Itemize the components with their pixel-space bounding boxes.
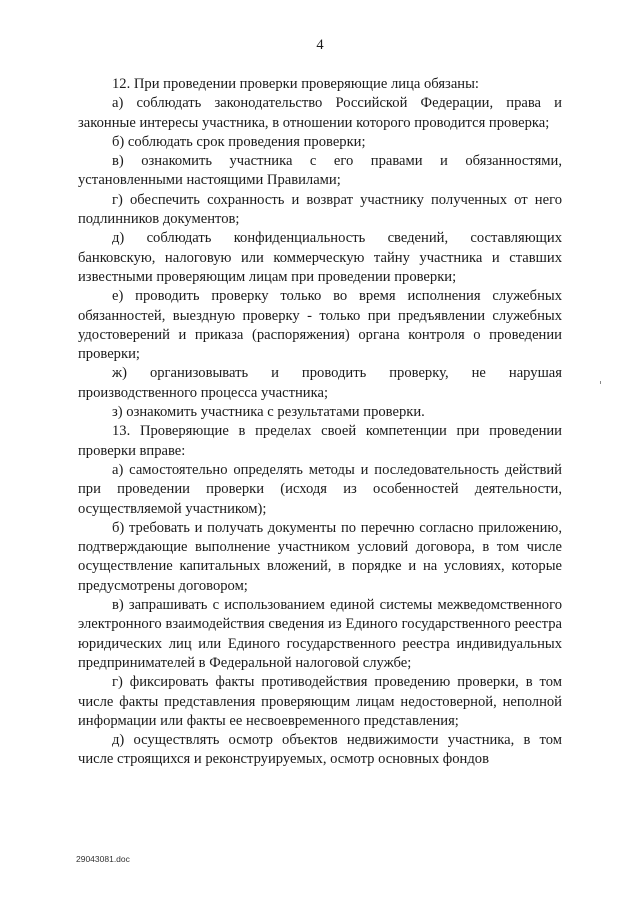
- paragraph-13v: в) запрашивать с использованием единой системы межведомственного электронного взаимодействия сведения из Единого государственного реестра юридических лиц или Единого государственного реестра индивидуальных предпринимателей в Федеральной налоговой службе;: [78, 597, 562, 671]
- paragraph-12g: г) обеспечить сохранность и возврат участнику полученных от него подлинников документов;: [78, 191, 562, 228]
- paragraph-13b: б) требовать и получать документы по перечню согласно приложению, подтверждающие выполнение участником условий договора, в том числе осуществление капитальных вложений, в порядке и на условиях, которые предусмотрены договором;: [78, 519, 562, 594]
- paragraph-12b: б) соблюдать срок проведения проверки;: [112, 133, 366, 150]
- paragraph-13a: а) самостоятельно определять методы и последовательность действий при проведении проверки (исходя из особенностей деятельности, осуществляемой участником);: [78, 461, 562, 517]
- paragraph-12v: в) ознакомить участника с его правами и обязанностями, установленными настоящими Правилами;: [78, 153, 562, 189]
- paragraph-12d: д) соблюдать конфиденциальность сведений, составляющих банковскую, налоговую или коммерческую тайну участника и ставших известными проверяющим лицам при проведении проверки;: [78, 230, 562, 285]
- paragraph-13g: г) фиксировать факты противодействия проведению проверки, в том числе факты представления проверяющим лицам недостоверной, неполной информации или факты ее несвоевременного представления;: [78, 674, 562, 729]
- footer-filename: 29043081.doc: [76, 854, 130, 864]
- paragraph-13-heading: 13. Проверяющие в пределах своей компетенции при проведении проверки вправе:: [78, 423, 562, 459]
- paragraph-12a: а) соблюдать законодательство Российской Федерации, права и законные интересы участника, в отношении которого проводится проверка;: [78, 95, 562, 131]
- paragraph-12zh: ж) организовывать и проводить проверку, не нарушая производственного процесса участника;: [78, 365, 562, 401]
- document-body: [78, 75, 562, 770]
- paragraph-12-heading: 12. При проведении проверки проверяющие лица обязаны:: [112, 76, 479, 92]
- margin-mark: [600, 381, 601, 384]
- paragraph-12e: е) проводить проверку только во время исполнения служебных обязанностей, выездную проверку - только при предъявлении служебных удостоверений и приказа (распоряжения) органа контроля о проведении проверки;: [78, 288, 562, 363]
- paragraph-13d: д) осуществлять осмотр объектов недвижимости участника, в том числе строящихся и реконструируемых, осмотр основных фондов: [78, 732, 562, 768]
- page-number: 4: [316, 37, 324, 53]
- paragraph-12z: з) ознакомить участника с результатами проверки.: [112, 404, 425, 421]
